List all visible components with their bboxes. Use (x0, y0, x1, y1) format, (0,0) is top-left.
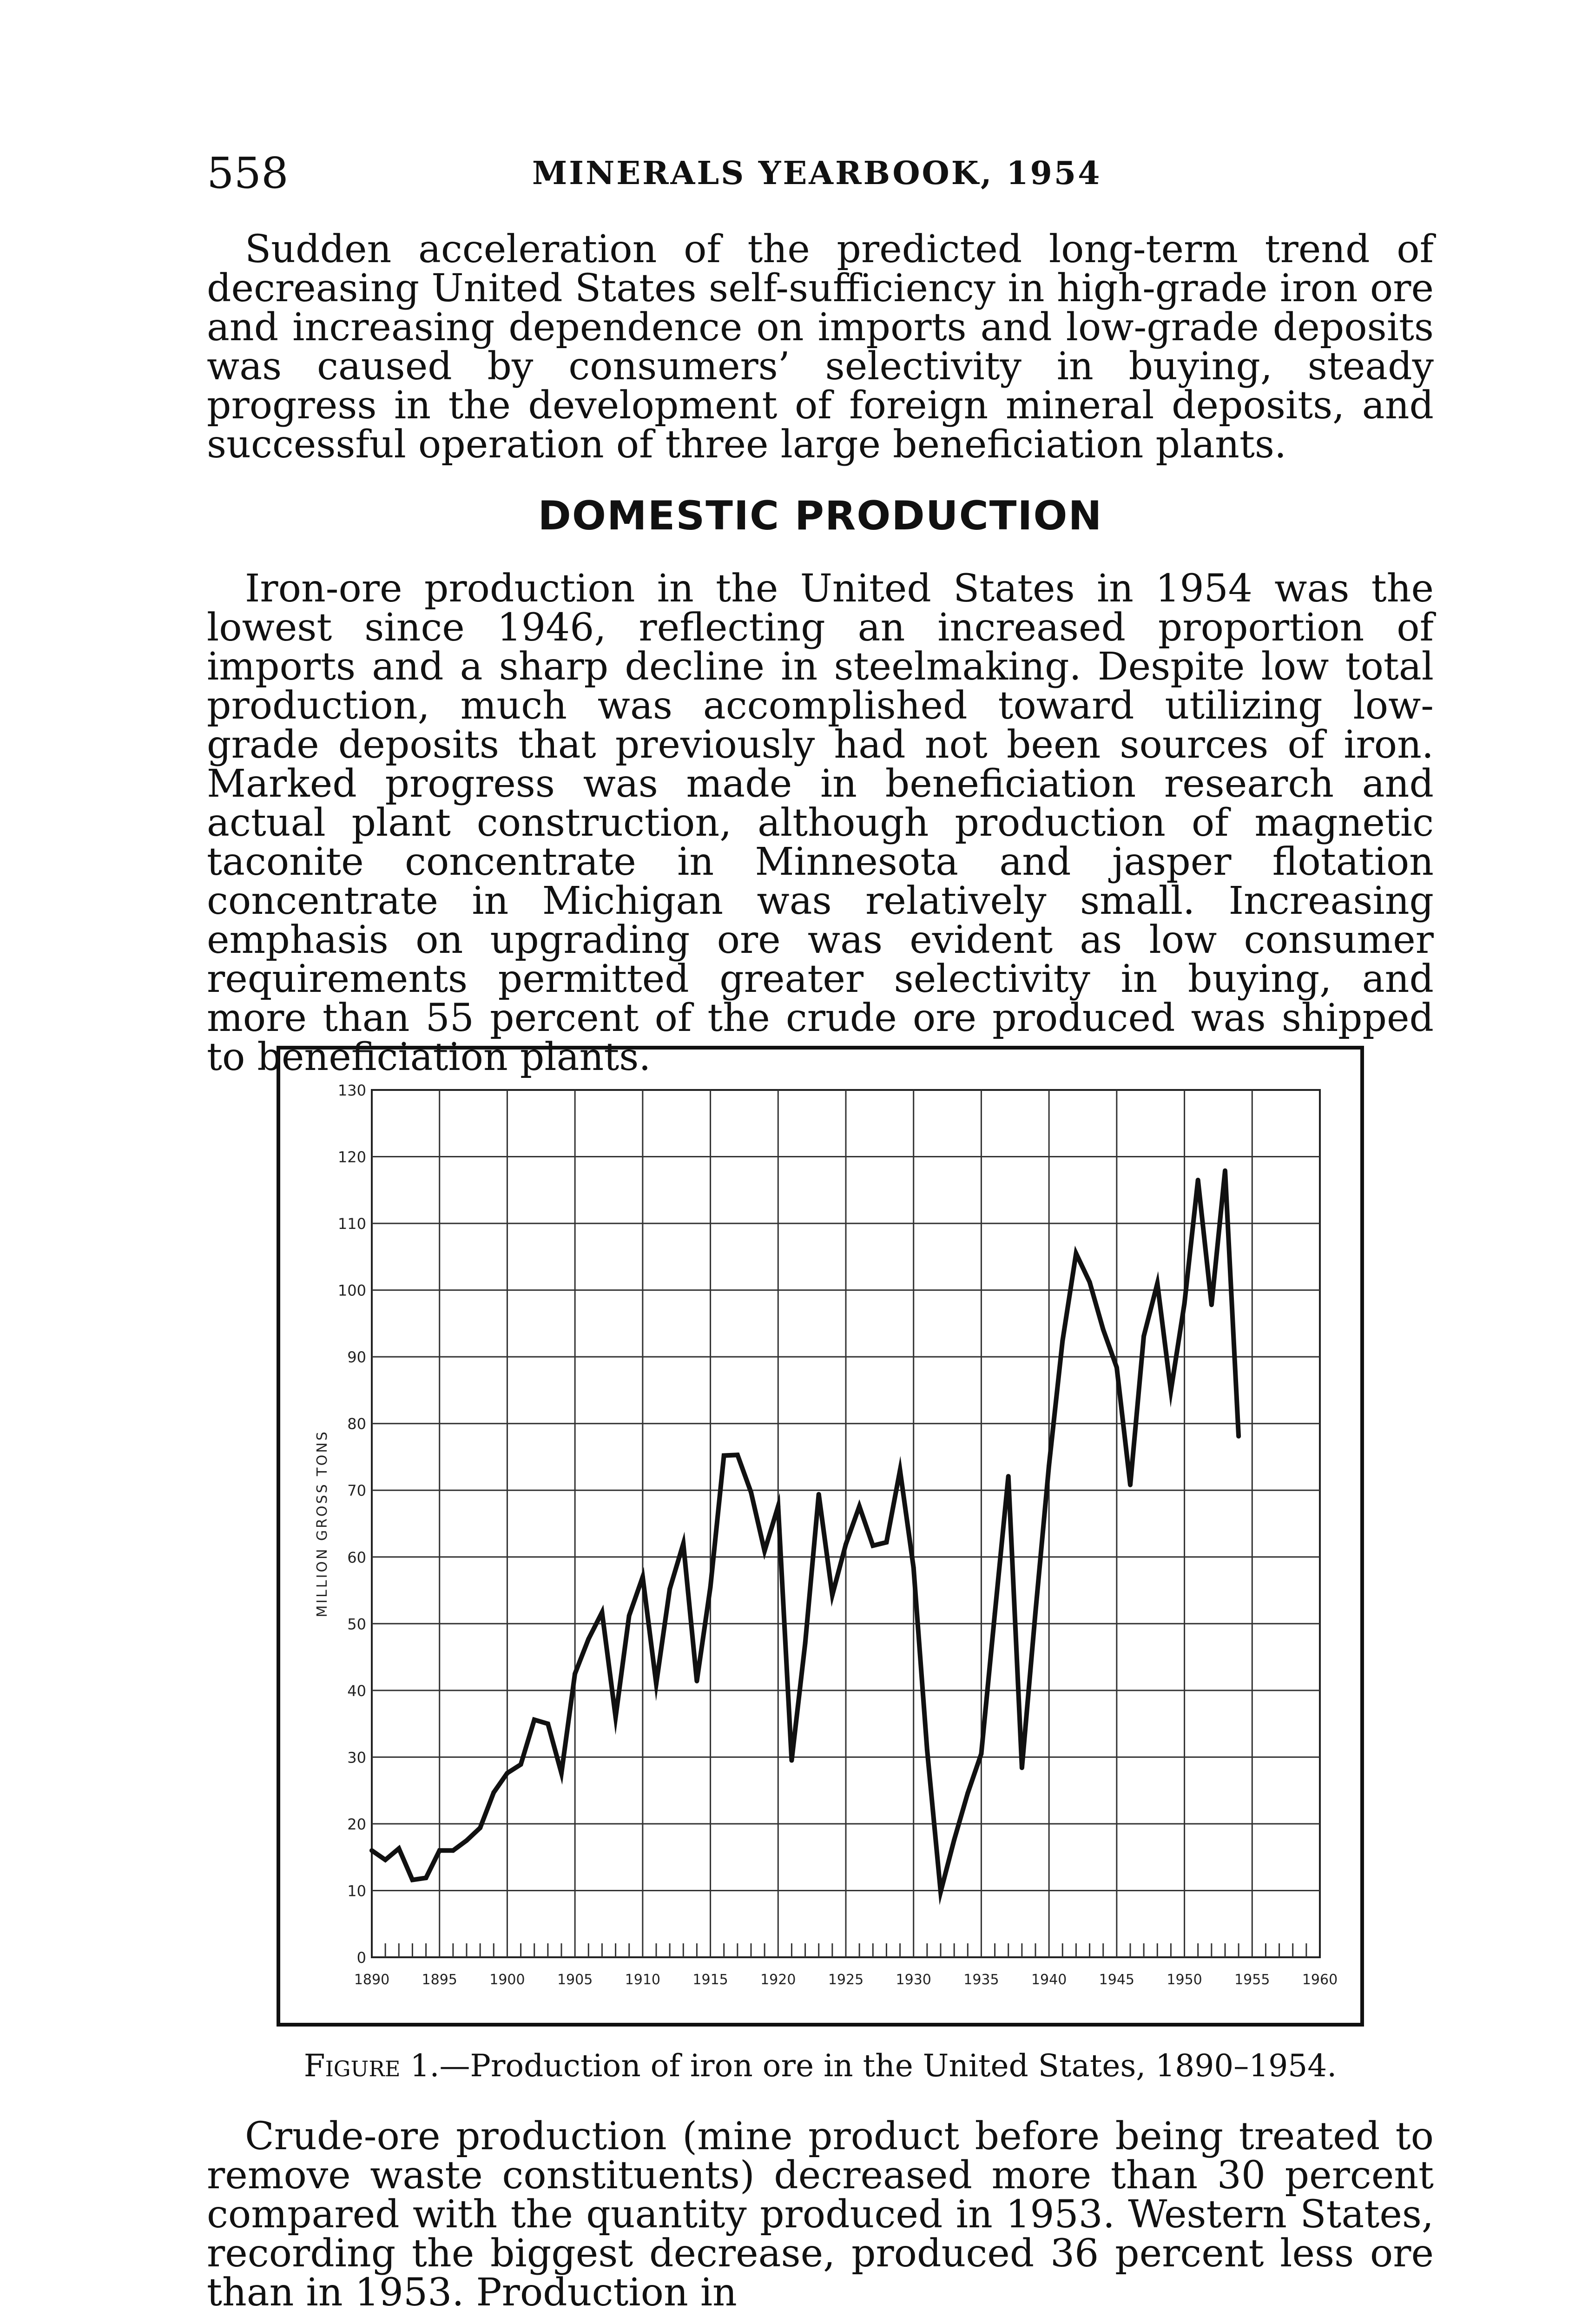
y-tick-label: 80 (347, 1415, 366, 1433)
data-point (694, 1679, 699, 1684)
x-tick-label: 1900 (489, 1972, 525, 1988)
data-point (1033, 1610, 1038, 1615)
data-point (1101, 1327, 1106, 1332)
domestic-production-paragraph: Iron-ore production in the United States in 1954 was the lowest since 1946, reflecting an increased proportion of imports and a sharp decline in steelmaking. Despite low total production, much was accomplished toward utilizing low-grade deposits that previously had not been sources of iron. Marked progress was made in beneficiation research and actual plant construction, although production of magnetic taconite concentrate in Minnesota and jasper flotation concentrate in Michigan was relatively small. Increasing emphasis on upgrading ore was evident as low consumer requirements permitted greater selectivity in buying, and more than 55 percent of the crude ore produced was shipped to beneficiation plants. (207, 567, 1434, 1079)
intro-paragraph: Sudden acceleration of the predicted long-term trend of decreasing United States self-sufficiency in high-grade iron ore and increasing dependence on imports and low-grade deposits was caused by consumers’ selectivity in buying, steady progress in the development of foreign mineral deposits, and successful operation of three large beneficiation plants. (207, 227, 1434, 467)
data-point (993, 1611, 997, 1616)
y-axis-label: MILLION GROSS TONS (314, 1430, 330, 1618)
y-tick-label: 60 (347, 1548, 366, 1566)
y-tick-label: 50 (347, 1615, 366, 1633)
page-header (207, 148, 1434, 199)
data-point (505, 1771, 509, 1776)
data-point (1114, 1365, 1119, 1370)
series-line (372, 1171, 1239, 1892)
data-point (586, 1637, 591, 1641)
data-point (776, 1504, 780, 1509)
x-tick-label: 1960 (1302, 1972, 1338, 1988)
x-tick-label: 1950 (1167, 1972, 1202, 1988)
data-point (573, 1671, 577, 1676)
data-point (1168, 1388, 1173, 1393)
y-tick-label: 40 (347, 1682, 366, 1700)
data-point (546, 1722, 550, 1726)
figure-caption-text: —Production of iron ore in the United States, 1890–1954. (439, 2048, 1337, 2084)
data-point (532, 1717, 537, 1722)
data-point (369, 1848, 374, 1853)
data-point (1060, 1339, 1065, 1343)
data-point (424, 1875, 428, 1880)
data-point (559, 1771, 564, 1776)
data-point (681, 1541, 685, 1546)
data-point (722, 1453, 726, 1458)
data-point (627, 1613, 632, 1618)
data-point (383, 1857, 388, 1862)
y-tick-label: 10 (347, 1882, 366, 1900)
data-point (437, 1848, 442, 1853)
data-point (898, 1468, 903, 1472)
data-point (464, 1838, 469, 1843)
x-tick-label: 1915 (692, 1972, 728, 1988)
data-point (410, 1877, 415, 1882)
data-point (1128, 1483, 1133, 1487)
data-point (396, 1846, 401, 1851)
data-point (911, 1565, 916, 1570)
x-tick-label: 1905 (557, 1972, 593, 1988)
y-tick-label: 90 (347, 1348, 366, 1367)
x-tick-label: 1935 (963, 1972, 999, 1988)
data-point (640, 1575, 645, 1579)
data-point (1196, 1178, 1200, 1182)
data-point (1020, 1765, 1024, 1770)
data-point (1047, 1463, 1051, 1468)
data-point (979, 1751, 983, 1756)
data-point (830, 1593, 835, 1598)
data-point (478, 1826, 482, 1830)
section-heading: DOMESTIC PRODUCTION (538, 493, 1103, 539)
x-tick-label: 1945 (1099, 1972, 1135, 1988)
data-point (708, 1585, 713, 1589)
x-tick-label: 1930 (896, 1972, 931, 1988)
data-point (1182, 1301, 1187, 1306)
x-tick-label: 1955 (1234, 1972, 1270, 1988)
data-point (965, 1791, 970, 1796)
data-point (1088, 1280, 1092, 1284)
figure-label: Figure 1. (303, 2048, 440, 2084)
x-tick-label: 1895 (422, 1972, 457, 1988)
data-point (1236, 1434, 1241, 1439)
data-point (925, 1748, 929, 1752)
data-point (600, 1610, 604, 1615)
data-point (857, 1504, 862, 1509)
data-point (654, 1681, 659, 1686)
y-tick-label: 70 (347, 1482, 366, 1500)
data-point (789, 1758, 794, 1763)
data-point (451, 1848, 455, 1853)
x-tick-label: 1940 (1031, 1972, 1067, 1988)
x-tick-label: 1920 (760, 1972, 796, 1988)
figure-caption (207, 2047, 1434, 2085)
crude-ore-paragraph: Crude-ore production (mine product before being treated to remove waste constituents) decreased more than 30 percent compared with the quantity produced in 1953. Western States, recording the biggest decrease, produced 36 percent less ore than in 1953. Production in (207, 2114, 1434, 2315)
data-point (1074, 1251, 1078, 1256)
data-point (1141, 1334, 1146, 1339)
data-point (1209, 1302, 1214, 1307)
data-point (1155, 1281, 1160, 1286)
data-point (952, 1837, 956, 1842)
data-point (1223, 1169, 1227, 1173)
y-tick-label: 0 (356, 1949, 366, 1967)
x-tick-label: 1890 (354, 1972, 390, 1988)
y-tick-label: 120 (337, 1148, 366, 1166)
running-title: MINERALS YEARBOOK, 1954 (532, 155, 1102, 192)
data-point (762, 1549, 767, 1553)
y-tick-label: 20 (347, 1815, 366, 1833)
page-number: 558 (207, 148, 289, 198)
y-tick-label: 100 (337, 1281, 366, 1300)
y-tick-label: 110 (337, 1215, 366, 1233)
data-point (1006, 1474, 1011, 1479)
y-tick-label: 30 (347, 1749, 366, 1767)
x-tick-label: 1910 (625, 1972, 661, 1988)
data-point (749, 1490, 753, 1495)
data-point (491, 1790, 496, 1795)
data-point (938, 1889, 943, 1894)
data-point (613, 1715, 618, 1719)
data-point (884, 1540, 889, 1545)
data-point (735, 1452, 740, 1457)
data-point (519, 1762, 523, 1767)
data-point (803, 1641, 808, 1645)
data-point (667, 1587, 672, 1591)
figure-frame (277, 1046, 1364, 2027)
production-chart (280, 1050, 1360, 2023)
data-point (817, 1492, 821, 1497)
x-tick-label: 1925 (828, 1972, 864, 1988)
y-tick-label: 130 (337, 1082, 366, 1099)
data-point (870, 1543, 875, 1548)
data-point (844, 1542, 848, 1546)
